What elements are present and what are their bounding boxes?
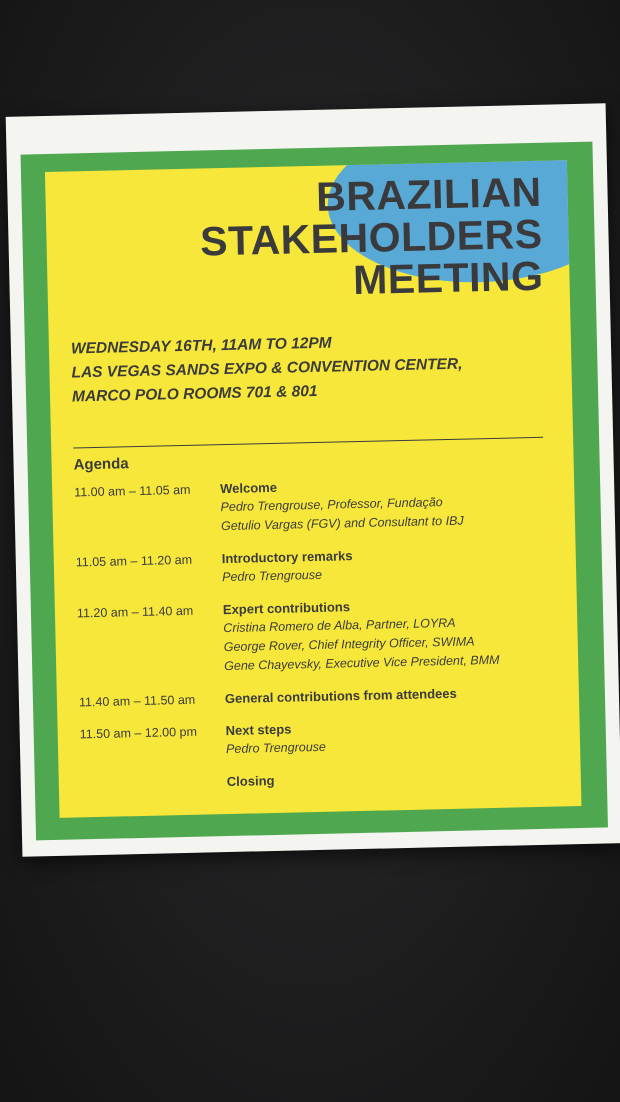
event-rooms: MARCO POLO ROOMS 701 & 801	[71, 382, 318, 406]
agenda-content	[222, 542, 563, 587]
agenda-item	[76, 542, 563, 590]
agenda-divider	[73, 437, 543, 449]
agenda-item-title: Next steps	[225, 721, 292, 739]
agenda-content	[225, 714, 566, 759]
event-venue: LAS VEGAS SANDS EXPO & CONVENTION CENTER,	[71, 355, 463, 382]
agenda-item-detail: Pedro Trengrouse	[225, 739, 327, 757]
agenda-time: 11.20 am – 11.40 am	[76, 603, 194, 621]
title-line: STAKEHOLDERS	[199, 210, 543, 265]
agenda-content	[227, 765, 567, 791]
agenda-item-title: Closing	[226, 772, 275, 790]
agenda-item	[79, 682, 565, 711]
agenda-item-title: Welcome	[220, 479, 278, 497]
agenda-content	[220, 472, 561, 536]
agenda-item	[74, 472, 561, 539]
yellow-panel	[45, 160, 582, 818]
poster-title	[199, 168, 544, 305]
agenda-time: 11.00 am – 11.05 am	[74, 482, 191, 500]
title-line: BRAZILIAN	[315, 168, 543, 220]
agenda-item	[77, 593, 565, 679]
title-line: MEETING	[352, 252, 544, 304]
agenda-item-title: Expert contributions	[222, 599, 351, 618]
agenda-item-title: Introductory remarks	[221, 548, 353, 567]
green-border	[21, 142, 608, 841]
agenda-item-detail: Pedro Trengrouse, Professor, Fundação	[220, 495, 443, 515]
event-info	[71, 329, 464, 410]
agenda-item-detail: Gene Chayevsky, Executive Vice President, BMM	[224, 652, 500, 674]
agenda-item	[80, 714, 567, 762]
agenda-time	[81, 773, 227, 794]
agenda-time: 11.50 am – 12.00 pm	[79, 724, 198, 742]
agenda-time: 11.40 am – 11.50 am	[78, 692, 196, 710]
agenda-content	[223, 593, 565, 676]
agenda-heading: Agenda	[73, 455, 129, 474]
agenda-time: 11.05 am – 11.20 am	[75, 552, 193, 570]
agenda-item-detail: Getulio Vargas (FGV) and Consultant to IBJ	[220, 513, 464, 534]
agenda-item-detail: George Rover, Chief Integrity Officer, SWIMA	[223, 634, 475, 655]
agenda-item-detail: Cristina Romero de Alba, Partner, LOYRA	[223, 615, 456, 636]
agenda-item-detail: Pedro Trengrouse	[222, 567, 323, 585]
agenda-list	[74, 472, 567, 808]
agenda-item-title: General contributions from attendees	[224, 685, 457, 707]
agenda-content	[225, 682, 565, 708]
agenda-item	[81, 765, 567, 794]
event-date-time: WEDNESDAY 16TH, 11AM TO 12PM	[70, 334, 332, 358]
poster-sheet	[6, 103, 620, 856]
